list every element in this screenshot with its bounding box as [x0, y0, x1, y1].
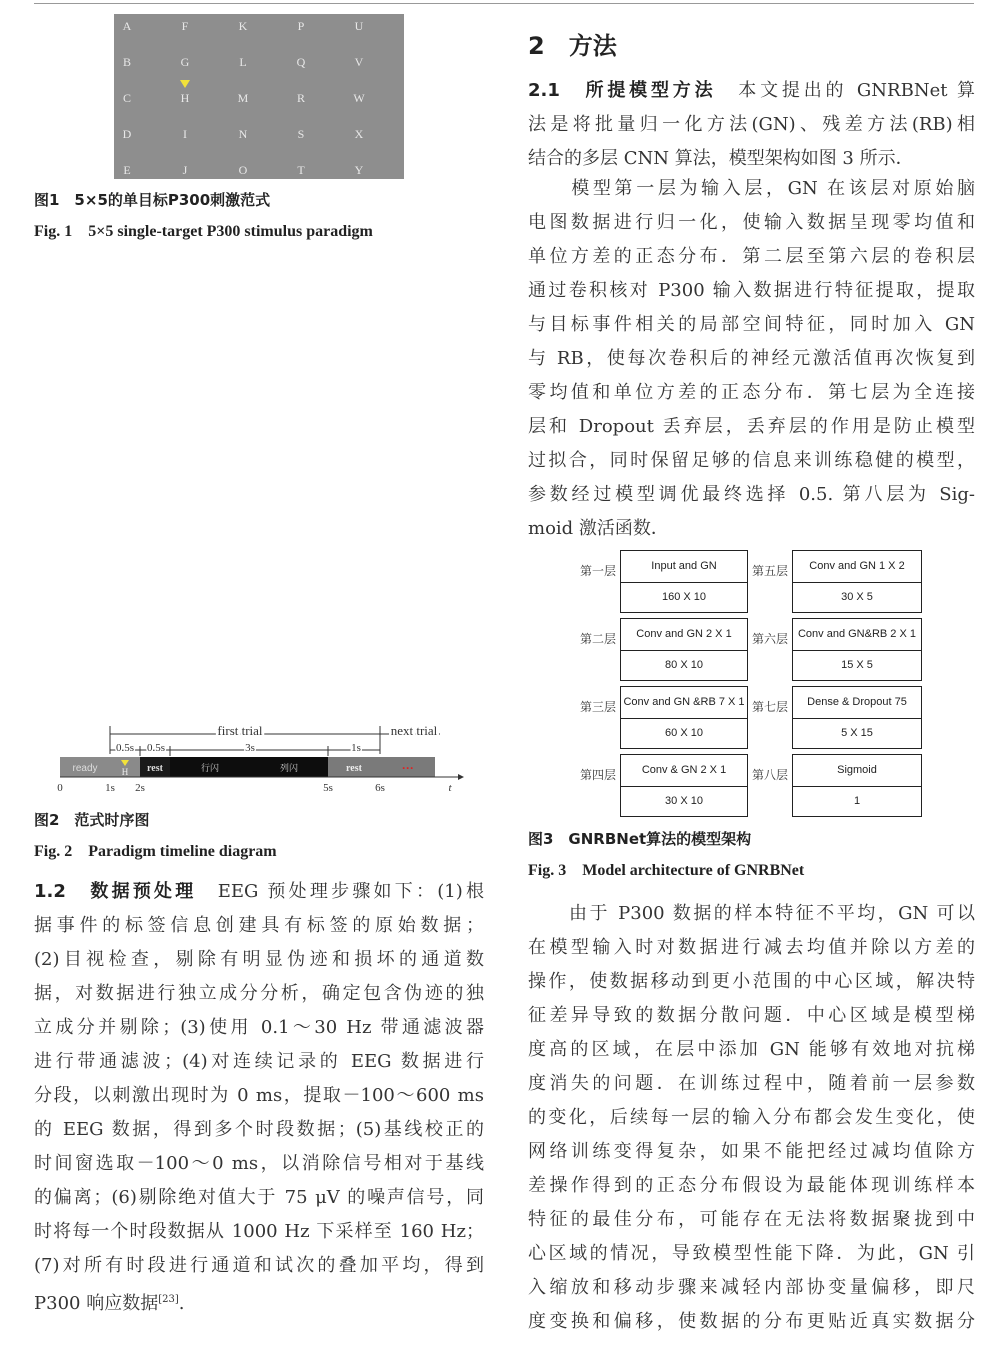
- matrix-cell: J: [182, 163, 188, 177]
- section-2-1-heading: 2.1 所提模型方法: [528, 80, 717, 101]
- architecture-diagram: [528, 545, 978, 820]
- layer-shape: 80 X 10: [665, 658, 703, 671]
- layer-box: [620, 550, 748, 613]
- section-1-2-heading: 1.2 数据预处理: [34, 881, 197, 902]
- text-line: 网络训练变得复杂，如果不能把经过减均值除方: [528, 1141, 975, 1162]
- tick-5: 5s: [323, 782, 333, 794]
- seg-dots-label: ···: [402, 761, 414, 775]
- text-line: 由于 P300 数据的样本特征不平均，GN 可以: [528, 903, 975, 924]
- matrix-cell: S: [297, 127, 305, 141]
- matrix-cell: E: [123, 163, 131, 177]
- text-line-final: P300 响应数据: [34, 1293, 159, 1314]
- span-1s-label: 1s: [351, 742, 361, 754]
- text-line: 与 RB，使每次卷积后的神经元激活值再次恢复到: [528, 348, 975, 369]
- seg-h-label: H: [121, 767, 129, 777]
- seg-rest1-label: rest: [147, 763, 163, 774]
- text-line: 度消失的问题．在训练过程中，随着前一层参数: [528, 1073, 975, 1094]
- text-line: moid 激活函数．: [528, 518, 669, 539]
- matrix-cell: Y: [354, 163, 364, 177]
- text-line: 参数经过模型调优最终选择 0.5. 第八层为 Sig-: [528, 484, 975, 505]
- speller-matrix: [114, 14, 404, 179]
- matrix-cell: B: [122, 55, 131, 69]
- text-line: 的变化，后续每一层的输入分布都会发生变化，使: [528, 1107, 975, 1128]
- text-line: 分段，以刺激出现时为 0 ms，提取－100～600 ms: [34, 1085, 484, 1106]
- layer-op: Conv and GN 2 X 1: [621, 619, 747, 651]
- model-description-paragraph: [528, 172, 975, 546]
- text-line-rest: 本文提出的 GNRBNet 算: [716, 80, 975, 101]
- text-line: 在模型输入时对数据进行减去均值并除以方差的: [528, 937, 975, 958]
- layer-label: 第一层: [580, 564, 617, 578]
- section-1-2-paragraph: [34, 875, 484, 1321]
- matrix-cell: T: [297, 163, 305, 177]
- text-line: 的 EEG 数据，得到多个时段数据；(5)基线校正的: [34, 1119, 484, 1140]
- text-line: 零均值和单位方差的正态分布．第七层为全连接: [528, 382, 975, 403]
- fig1-caption-en: Fig. 1 5×5 single-target P300 stimulus paradigm: [34, 223, 373, 240]
- matrix-cell: D: [122, 127, 132, 141]
- text-line-rest: EEG 预处理步骤如下：(1)根: [196, 881, 484, 902]
- layer-op: Input and GN: [621, 551, 747, 583]
- tick-6: 6s: [375, 782, 385, 794]
- layer-label: 第七层: [752, 700, 789, 714]
- matrix-cell: L: [239, 55, 247, 69]
- text-line: 征差异导致的数据分散问题．中心区域是模型梯: [528, 1005, 975, 1026]
- layer-shape: 160 X 10: [661, 590, 707, 603]
- text-line: 进行带通滤波；(4)对连续记录的 EEG 数据进行: [34, 1051, 484, 1072]
- timeline-diagram: [30, 718, 470, 800]
- line-end: .: [178, 1293, 185, 1314]
- layer-box: [792, 754, 922, 817]
- layer-box: [620, 754, 748, 817]
- text-line: 操作，使数据移动到更小范围的中心区域，解决特: [528, 971, 975, 992]
- layer-label: 第三层: [580, 700, 617, 714]
- seg-rest2-label: rest: [346, 763, 362, 774]
- text-line: 时将每一个时段数据从 1000 Hz 下采样至 160 Hz；: [34, 1221, 484, 1242]
- span-05a-label: 0.5s: [115, 742, 135, 754]
- top-rule: [34, 3, 974, 4]
- text-line: 度高的区域，在层中添加 GN 能够有效地对抗梯: [528, 1039, 975, 1060]
- text-line: (2)目视检查，剔除有明显伪迹和损坏的通道数: [34, 949, 484, 970]
- fig2-caption-cn: 图2 范式时序图: [34, 811, 150, 829]
- matrix-cell: R: [296, 91, 305, 105]
- fig2-caption-en: Fig. 2 Paradigm timeline diagram: [34, 843, 277, 860]
- layer-op: Conv and GN 1 X 2: [793, 551, 921, 583]
- text-line: 的偏离；(6)剔除绝对值大于 75 μV 的噪声信号，同: [34, 1187, 484, 1208]
- text-line: 法是将批量归一化方法(GN)、残差方法(RB)相: [528, 114, 975, 135]
- layer-op: Dense & Dropout 75: [793, 687, 921, 719]
- matrix-cell: X: [354, 127, 364, 141]
- layer-op: Sigmoid: [793, 755, 921, 787]
- layer-box: [620, 686, 748, 749]
- text-line: 特征的最佳分布，可能存在无法将数据聚拢到中: [528, 1209, 975, 1230]
- text-line: 模型第一层为输入层，GN 在该层对原始脑: [528, 178, 975, 199]
- text-line: [34, 875, 484, 909]
- matrix-cell: N: [238, 127, 248, 141]
- fig3-caption-cn: 图3 GNRBNet算法的模型架构: [528, 830, 752, 848]
- text-line: 心区域的情况，导致模型性能下降．为此，GN 引: [528, 1243, 975, 1264]
- section-2-1-paragraph: [528, 74, 975, 176]
- layer-label: 第八层: [752, 768, 789, 782]
- matrix-cell: V: [354, 55, 364, 69]
- seg-col-label: 列闪: [279, 764, 299, 774]
- fig1-caption-cn: 图1 5×5的单目标P300刺激范式: [34, 191, 271, 209]
- text-line: [34, 1283, 484, 1321]
- text-line: 时间窗选取－100～0 ms，以消除信号相对于基线: [34, 1153, 484, 1174]
- layer-box: [792, 618, 922, 681]
- tick-1: 1s: [105, 782, 115, 794]
- layer-box: [620, 618, 748, 681]
- first-trial-label: first trial: [217, 723, 263, 738]
- span-3s-label: 3s: [245, 742, 255, 754]
- text-line: [528, 74, 975, 108]
- layer-shape: 15 X 5: [841, 658, 873, 671]
- text-line: (7)对所有时段进行通道和试次的叠加平均，得到: [34, 1255, 484, 1276]
- seg-row-label: 行闪: [200, 764, 220, 774]
- layer-label: 第二层: [580, 632, 617, 646]
- text-line: 过拟合，同时保留足够的信息来训练稳健的模型，: [528, 450, 975, 471]
- text-line: 通过卷积核对 P300 输入数据进行特征提取，提取: [528, 280, 975, 301]
- matrix-cell: I: [183, 127, 187, 141]
- target-arrow-icon: [180, 80, 190, 88]
- text-line: 单位方差的正态分布．第二层至第六层的卷积层: [528, 246, 975, 267]
- tick-2: 2s: [135, 782, 145, 794]
- text-line: 与目标事件相关的局部空间特征，同时加入 GN: [528, 314, 975, 335]
- text-line: 据事件的标签信息创建具有标签的原始数据；: [34, 915, 484, 936]
- layer-op: Conv & GN 2 X 1: [621, 755, 747, 787]
- layer-op: Conv and GN&RB 2 X 1: [793, 619, 921, 651]
- tick-0: 0: [57, 782, 63, 794]
- layer-shape: 5 X 15: [841, 726, 873, 739]
- fig3-caption-en: Fig. 3 Model architecture of GNRBNet: [528, 862, 805, 879]
- layer-shape: 30 X 10: [665, 794, 703, 807]
- text-line: 电图数据进行归一化，使输入数据呈现零均值和: [528, 212, 975, 233]
- citation-ref: [23]: [158, 1294, 179, 1305]
- layer-shape: 30 X 5: [841, 590, 873, 603]
- matrix-cell: A: [122, 19, 132, 33]
- text-line: 立成分并剔除；(3)使用 0.1～30 Hz 带通滤波器: [34, 1017, 484, 1038]
- text-line: 差操作得到的正态分布假设为最能体现训练样本: [528, 1175, 975, 1196]
- layer-label: 第六层: [752, 632, 789, 646]
- layer-shape: 1: [853, 794, 861, 807]
- text-line: 据，对数据进行独立成分分析，确定包含伪迹的独: [34, 983, 484, 1004]
- section-2-heading: 2 方法: [528, 32, 617, 60]
- matrix-cell: F: [181, 19, 189, 33]
- matrix-cell: M: [237, 91, 249, 105]
- text-line: 入缩放和移动步骤来减轻内部协变量偏移，即尺: [528, 1277, 975, 1298]
- layer-box: [792, 686, 922, 749]
- layer-label: 第五层: [752, 564, 789, 578]
- tick-t: t: [448, 782, 452, 794]
- seg-ready-label: ready: [72, 763, 98, 774]
- matrix-cell: H: [180, 91, 190, 105]
- text-line: 度变换和偏移，使数据的分布更贴近真实数据分: [528, 1311, 975, 1332]
- matrix-cell: P: [297, 19, 305, 33]
- matrix-cell: W: [353, 91, 365, 105]
- matrix-cell: Q: [296, 55, 306, 69]
- text-line: 结合的多层 CNN 算法，模型架构如图 3 所示．: [528, 148, 914, 169]
- matrix-cell: C: [122, 91, 131, 105]
- next-trial-label: next trial: [390, 723, 438, 738]
- gn-explanation-paragraph: [528, 897, 975, 1339]
- matrix-cell: O: [238, 163, 248, 177]
- layer-box: [792, 550, 922, 613]
- matrix-cell: U: [354, 19, 364, 33]
- text-line: 层和 Dropout 丢弃层，丢弃层的作用是防止模型: [528, 416, 975, 437]
- matrix-cell: G: [180, 55, 190, 69]
- layer-op: Conv and GN &RB 7 X 1: [621, 687, 747, 719]
- layer-label: 第四层: [580, 768, 617, 782]
- span-05b-label: 0.5s: [146, 742, 166, 754]
- layer-shape: 60 X 10: [665, 726, 703, 739]
- matrix-cell: K: [238, 19, 248, 33]
